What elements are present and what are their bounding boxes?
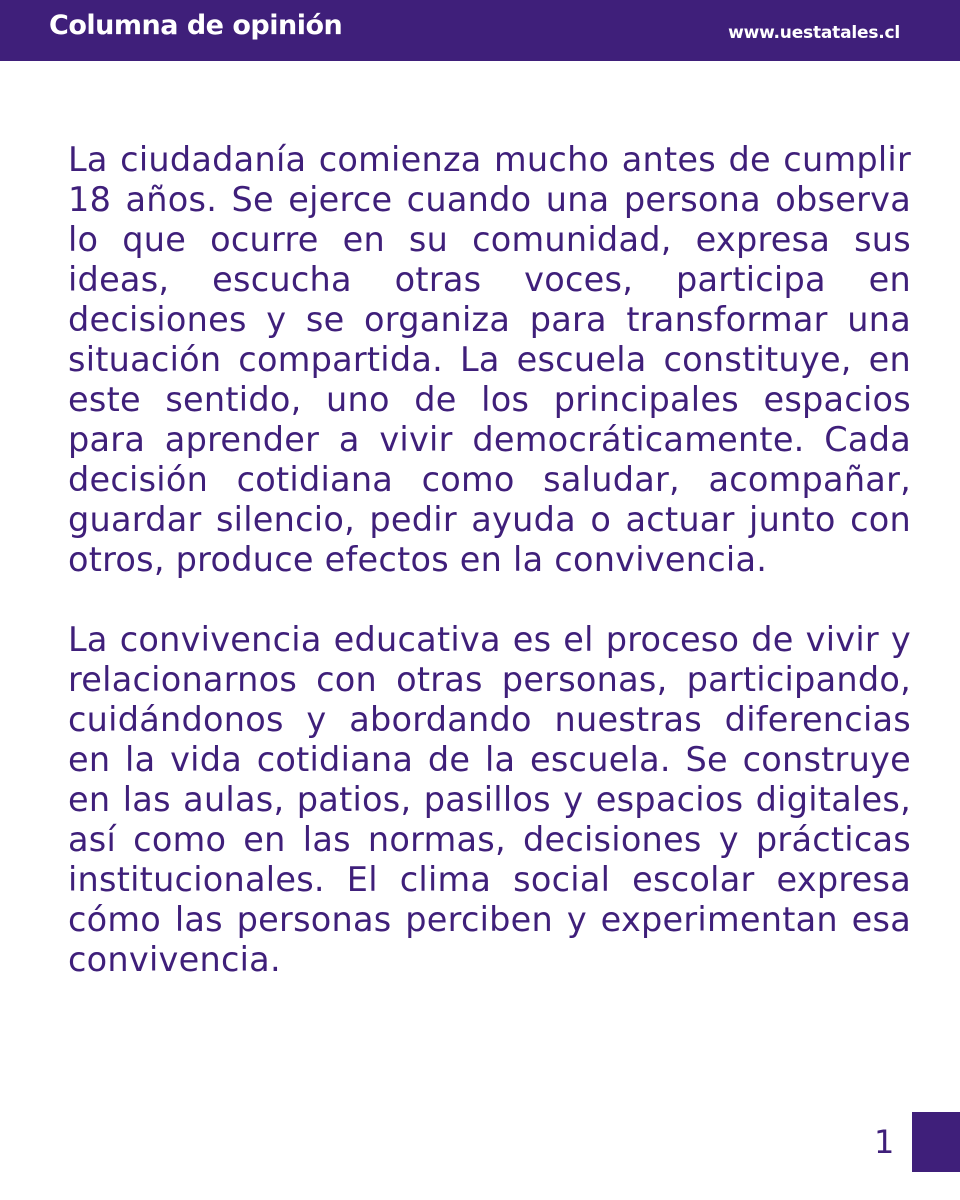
page-number: 1 xyxy=(874,1123,895,1161)
paragraph-1: La ciudadanía comienza mucho antes de cumplir 18 años. Se ejerce cuando una persona observa lo que ocurre en su comunidad, expresa sus ideas, escucha otras voces, participa en decisiones y se organiza para transformar una situación compartida. La escuela constituye, en este sentido, uno de los principales espacios para aprender a vivir democráticamente. Cada decisión cotidiana como saludar, acompañar, guardar silencio, pedir ayuda o actuar junto con otros, produce efectos en la convivencia. xyxy=(68,140,911,579)
website-url[interactable]: www.uestatales.cl xyxy=(728,23,900,43)
article-body xyxy=(68,140,911,1020)
column-title: Columna de opinión xyxy=(49,10,343,41)
corner-accent-block xyxy=(912,1112,960,1172)
header-bar xyxy=(0,0,960,61)
paragraph-2: La convivencia educativa es el proceso de vivir y relacionarnos con otras personas, participando, cuidándonos y abordando nuestras diferencias en la vida cotidiana de la escuela. Se construye en las aulas, patios, pasillos y espacios digitales, así como en las normas, decisiones y prácticas institucionales. El clima social escolar expresa cómo las personas perciben y experimentan esa convivencia. xyxy=(68,620,911,979)
